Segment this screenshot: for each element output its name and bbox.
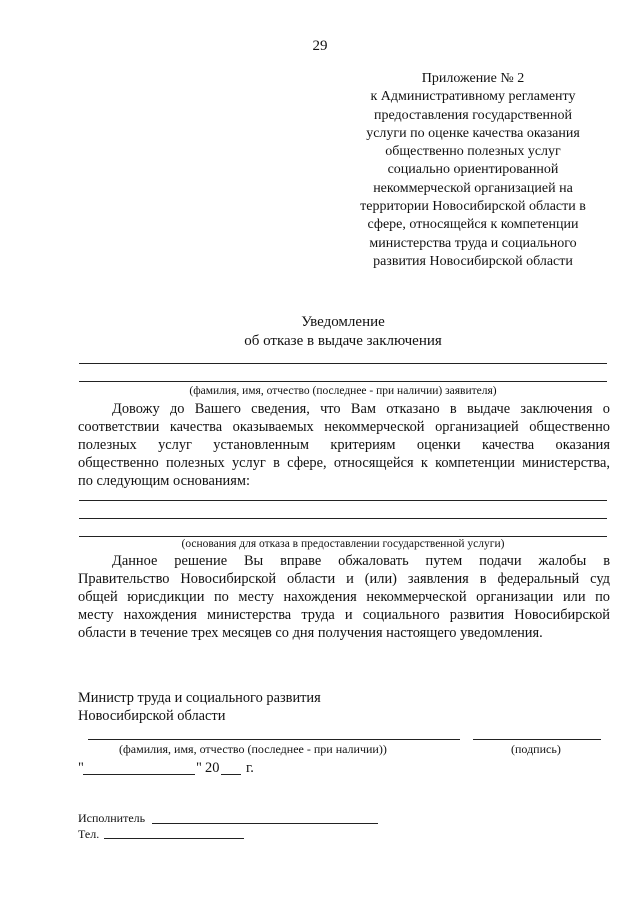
signer-name-line [88,739,460,740]
appendix-line: сфере, относящейся к компетенции [367,217,579,233]
date-year-prefix: 20 [205,760,220,776]
grounds-caption: (основания для отказа в предоставлении государственной услуги) [181,538,505,550]
signature-caption: (подпись) [511,742,561,756]
appendix-line: территории Новосибирской области в [360,199,586,215]
paragraph-line: общественно полезных услуг в сфере, относящейся к компетенции министерства, [78,455,610,471]
date-year-line [221,774,241,775]
date-day-month-line [83,774,195,775]
applicant-caption: (фамилия, имя, отчество (последнее - при наличии) заявителя) [189,385,497,397]
refusal-paragraph [78,400,610,490]
applicant-line [79,363,607,364]
signature-line [473,739,601,740]
grounds-line [79,518,607,519]
paragraph-line: Данное решение Вы вправе обжаловать путем подачи жалобы в [112,553,610,569]
appendix-line: развития Новосибирской области [373,253,573,269]
notice-title: Уведомление [301,314,385,330]
paragraph-line: месту нахождения министерства труда и социального развития Новосибирской [78,607,610,623]
phone-line [104,838,244,839]
paragraph-line: общей юрисдикции по месту нахождения некоммерческой организации или по [78,589,610,605]
appendix-line: к Административному регламенту [370,89,576,105]
notice-subtitle: об отказе в выдаче заключения [244,333,442,349]
appendix-line: некоммерческой организацией на [373,180,573,196]
paragraph-line: Правительство Новосибирской области и (или) заявления в федеральный суд [78,571,610,587]
appendix-line: услуги по оценке качества оказания [366,125,580,141]
paragraph-line: Довожу до Вашего сведения, что Вам отказано в выдаче заключения о [112,401,610,417]
appendix-header [338,70,608,271]
page-number: 29 [312,38,328,54]
date-close-quote: " [196,760,202,776]
paragraph-line: соответствии качества оказываемых некоммерческой организацией общественно [78,419,610,435]
grounds-line [79,500,607,501]
appeal-paragraph [78,552,610,642]
appendix-line: Приложение № 2 [421,71,525,86]
appendix-line: социально ориентированной [387,162,559,178]
signer-position: Министр труда и социального развития [78,690,321,706]
paragraph-line: области в течение трех месяцев со дня получения настоящего уведомления. [78,625,543,641]
appendix-line: общественно полезных услуг [385,144,561,160]
executor-line [152,823,378,824]
paragraph-line: полезных услуг установленным критериям оценки качества оказания [78,437,610,453]
applicant-line [79,381,607,382]
date-open-quote: " [78,760,84,776]
date-suffix: г. [246,760,254,776]
executor-label: Исполнитель [78,811,146,825]
signer-region: Новосибирской области [78,708,226,724]
paragraph-line: по следующим основаниям: [78,473,250,489]
appendix-line: предоставления государственной [373,107,573,123]
appendix-line: министерства труда и социального [369,235,577,251]
signer-name-caption: (фамилия, имя, отчество (последнее - при наличии)) [119,742,387,756]
phone-label: Тел. [78,827,100,841]
grounds-line [79,536,607,537]
